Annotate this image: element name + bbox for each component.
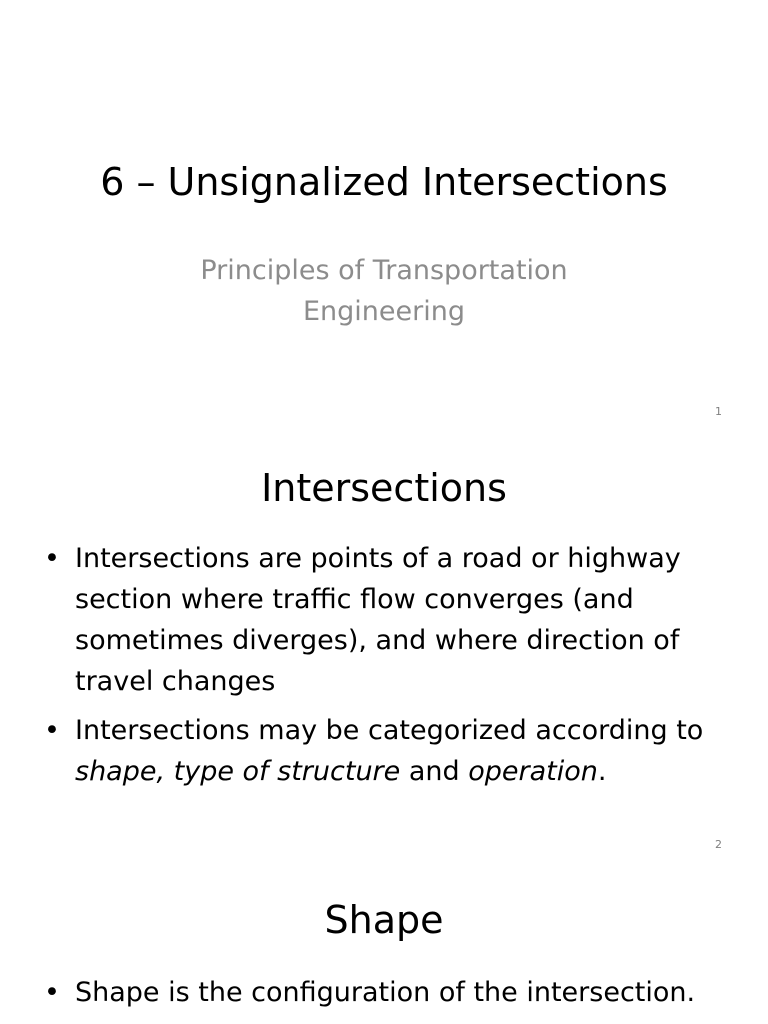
subtitle-line-1: Principles of Transportation: [200, 255, 568, 286]
slide-title: Shape: [324, 898, 444, 942]
bullet-text-and: and: [400, 756, 469, 787]
bullet-list: [44, 538, 734, 800]
bullet-item: [44, 710, 734, 792]
presentation-subtitle: [0, 250, 768, 332]
bullet-item: [44, 972, 734, 1013]
bullet-text-start: Intersections may be categorized according to: [75, 715, 704, 746]
page-number: 2: [715, 838, 722, 851]
slide-shape: [0, 865, 768, 1024]
bullet-text: Intersections are points of a road or highway section where traffic flow converges (and sometimes diverges), and where direction of travel changes: [75, 543, 681, 697]
bullet-text-end: .: [597, 756, 607, 787]
subtitle-line-2: Engineering: [303, 296, 465, 327]
slide-intersections: [0, 432, 768, 865]
bullet-item: [44, 538, 734, 702]
bullet-icon: •: [44, 977, 60, 1008]
slide-title-page: [0, 0, 768, 432]
bullet-text-italic-operation: operation: [468, 756, 598, 787]
bullet-icon: •: [44, 543, 60, 574]
page-number: 1: [715, 405, 722, 418]
bullet-icon: •: [44, 715, 60, 746]
bullet-text-italic-shape: shape, type of structure: [75, 756, 401, 787]
bullet-list: [44, 972, 734, 1021]
slide-title: Intersections: [261, 466, 507, 510]
presentation-title: 6 – Unsignalized Intersections: [100, 160, 668, 204]
bullet-text: Shape is the configuration of the intersection.: [75, 977, 696, 1008]
